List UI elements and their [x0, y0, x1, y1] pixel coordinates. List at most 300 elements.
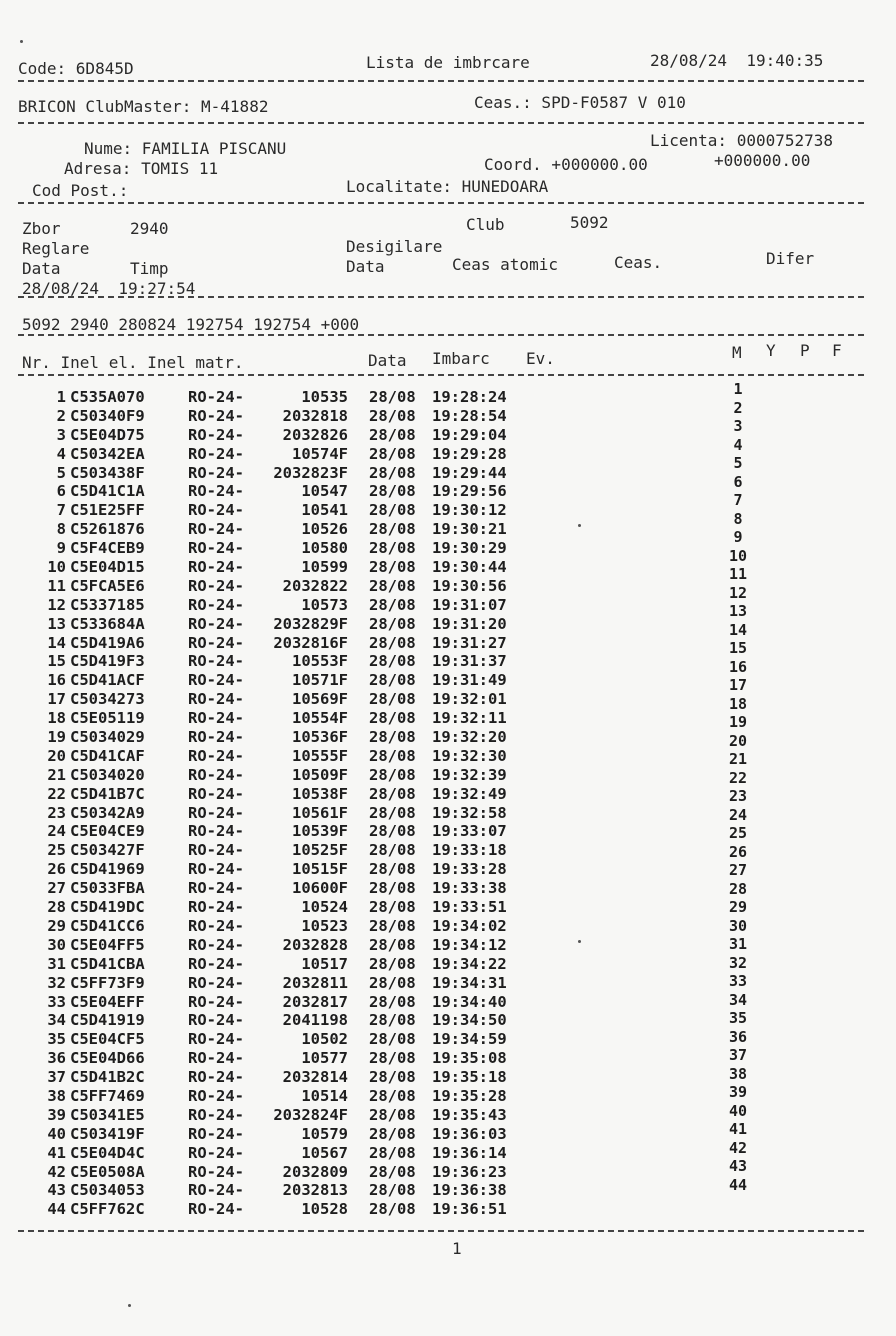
- ring-number: 10554F: [292, 709, 348, 728]
- boarding-date: 28/08: [369, 671, 416, 690]
- m-number: 42: [728, 1138, 748, 1157]
- m-number: 21: [728, 750, 748, 768]
- licenta-label: Licenta: 0000752738: [650, 131, 834, 150]
- boarding-date: 28/08: [369, 822, 416, 841]
- ring-number: 2032829F: [273, 614, 348, 633]
- electronic-ring: C5FF73F9: [70, 973, 145, 992]
- boarding-date: 28/08: [369, 501, 416, 520]
- electronic-ring: C5D419F3: [70, 652, 145, 671]
- boarding-date: 28/08: [369, 614, 416, 633]
- m-number: 7: [733, 491, 743, 509]
- boarding-time: 19:32:39: [432, 765, 507, 784]
- boarding-date: 28/08: [369, 444, 416, 463]
- row-number: 38: [47, 1086, 66, 1105]
- boarding-time: 19:36:03: [432, 1124, 507, 1143]
- table-row: [0, 1011, 896, 1030]
- boarding-time: 19:34:02: [432, 916, 507, 935]
- boarding-date: 28/08: [369, 746, 416, 765]
- electronic-ring: C50340F9: [70, 406, 145, 425]
- m-number: 18: [728, 694, 748, 713]
- boarding-date: 28/08: [369, 539, 416, 558]
- table-row: [0, 879, 896, 898]
- ring-number: 2032823F: [273, 463, 348, 482]
- ring-prefix: RO-24-: [188, 1030, 244, 1049]
- table-row: [0, 1087, 896, 1106]
- m-number: 28: [728, 879, 748, 898]
- ring-prefix: RO-24-: [188, 501, 244, 520]
- row-number: 8: [56, 520, 66, 539]
- row-number: 22: [47, 784, 66, 803]
- row-number: 25: [47, 841, 66, 860]
- ring-number: 10579: [301, 1124, 348, 1143]
- boarding-date: 28/08: [369, 558, 416, 577]
- boarding-time: 19:31:37: [432, 652, 507, 671]
- electronic-ring: C5D41969: [70, 860, 145, 879]
- row-number: 20: [47, 746, 66, 765]
- table-row: [0, 1068, 896, 1087]
- m-number: 3: [733, 417, 743, 435]
- coord-label: Coord. +000000.00: [484, 155, 648, 174]
- ring-prefix: RO-24-: [188, 1105, 244, 1124]
- boarding-time: 19:32:58: [432, 803, 507, 822]
- ring-prefix: RO-24-: [188, 1086, 244, 1105]
- row-number: 28: [47, 898, 66, 917]
- electronic-ring: C5E04CE9: [70, 822, 145, 841]
- electronic-ring: C503427F: [70, 841, 145, 860]
- ring-prefix: RO-24-: [188, 765, 244, 784]
- table-row: [0, 615, 896, 634]
- ring-prefix: RO-24-: [188, 822, 244, 841]
- difer-label: Difer: [766, 249, 815, 268]
- ring-number: 10539F: [292, 822, 348, 841]
- row-number: 32: [47, 973, 66, 992]
- ring-number: 10524: [301, 898, 348, 917]
- table-row: [0, 388, 896, 407]
- ring-number: 2032809: [282, 1162, 348, 1181]
- boarding-date: 28/08: [369, 916, 416, 935]
- boarding-date: 28/08: [369, 898, 416, 917]
- ring-number: 2032817: [282, 992, 348, 1011]
- ring-number: 2032826: [282, 425, 348, 444]
- table-header-imbarc: Imbarc: [432, 349, 490, 368]
- boarding-time: 19:28:54: [432, 406, 507, 425]
- table-row: [0, 728, 896, 747]
- ring-prefix: RO-24-: [188, 425, 244, 444]
- boarding-time: 19:32:30: [432, 746, 507, 765]
- boarding-date: 28/08: [369, 879, 416, 898]
- reglare-datetime: 28/08/24 19:27:54: [22, 279, 196, 298]
- row-number: 4: [56, 444, 66, 463]
- boarding-time: 19:35:08: [432, 1049, 507, 1068]
- boarding-time: 19:30:12: [432, 501, 507, 520]
- ring-prefix: RO-24-: [188, 1181, 244, 1200]
- print-speck: [20, 40, 23, 43]
- table-row: [0, 1181, 896, 1200]
- table-row: [0, 766, 896, 785]
- ring-prefix: RO-24-: [188, 916, 244, 935]
- table-row: [0, 634, 896, 653]
- m-number: 25: [728, 824, 748, 842]
- ring-prefix: RO-24-: [188, 690, 244, 709]
- electronic-ring: C535A070: [70, 388, 145, 406]
- ring-number: 10573: [301, 595, 348, 614]
- ring-prefix: RO-24-: [188, 482, 244, 501]
- table-header-ev: Ev.: [526, 349, 555, 368]
- zbor-value: 2940: [130, 219, 169, 238]
- electronic-ring: C5E04D66: [70, 1049, 145, 1068]
- row-number: 41: [47, 1143, 66, 1162]
- row-number: 14: [47, 633, 66, 652]
- boarding-time: 19:34:12: [432, 935, 507, 954]
- ring-number: 2032828: [282, 935, 348, 954]
- electronic-ring: C5FCA5E6: [70, 576, 145, 595]
- boarding-date: 28/08: [369, 1086, 416, 1105]
- boarding-table: [0, 388, 896, 1219]
- row-number: 31: [47, 954, 66, 973]
- boarding-time: 19:32:20: [432, 728, 507, 747]
- row-number: 43: [47, 1181, 66, 1200]
- boarding-time: 19:31:07: [432, 595, 507, 614]
- electronic-ring: C5E05119: [70, 709, 145, 728]
- boarding-time: 19:30:44: [432, 558, 507, 577]
- desigilare-data-label: Data: [346, 257, 385, 276]
- m-number: 24: [728, 805, 748, 824]
- electronic-ring: C5034053: [70, 1181, 145, 1200]
- electronic-ring: C5E0508A: [70, 1162, 145, 1181]
- ring-prefix: RO-24-: [188, 954, 244, 973]
- boarding-date: 28/08: [369, 1181, 416, 1200]
- ring-number: 10535: [301, 388, 348, 406]
- electronic-ring: C5E04D4C: [70, 1143, 145, 1162]
- electronic-ring: C5E04D15: [70, 558, 145, 577]
- electronic-ring: C5D41C1A: [70, 482, 145, 501]
- row-number: 10: [47, 558, 66, 577]
- ring-number: 10600F: [292, 879, 348, 898]
- print-datetime: 28/08/24 19:40:35: [650, 51, 824, 70]
- page-number: 1: [452, 1239, 462, 1258]
- boarding-time: 19:28:24: [432, 388, 507, 406]
- boarding-time: 19:33:38: [432, 879, 507, 898]
- table-header-p: P: [800, 341, 810, 360]
- boarding-time: 19:34:50: [432, 1011, 507, 1030]
- ring-number: 10538F: [292, 784, 348, 803]
- ring-prefix: RO-24-: [188, 1124, 244, 1143]
- table-header-left: Nr. Inel el. Inel matr.: [22, 353, 244, 372]
- electronic-ring: C50342EA: [70, 444, 145, 463]
- m-column: [718, 380, 758, 1194]
- ceas-atomic-label: Ceas atomic: [452, 255, 558, 274]
- m-number: 27: [728, 861, 748, 879]
- boarding-date: 28/08: [369, 690, 416, 709]
- ring-prefix: RO-24-: [188, 728, 244, 747]
- ring-number: 2032816F: [273, 633, 348, 652]
- separator: [18, 334, 864, 336]
- row-number: 26: [47, 860, 66, 879]
- boarding-time: 19:29:04: [432, 425, 507, 444]
- boarding-date: 28/08: [369, 803, 416, 822]
- electronic-ring: C51E25FF: [70, 501, 145, 520]
- table-row: [0, 501, 896, 520]
- ring-number: 10517: [301, 954, 348, 973]
- boarding-time: 19:32:01: [432, 690, 507, 709]
- table-row: [0, 596, 896, 615]
- ring-prefix: RO-24-: [188, 879, 244, 898]
- ring-prefix: RO-24-: [188, 935, 244, 954]
- m-number: 10: [728, 546, 748, 565]
- boarding-date: 28/08: [369, 709, 416, 728]
- ring-number: 10555F: [292, 746, 348, 765]
- boarding-date: 28/08: [369, 1162, 416, 1181]
- table-row: [0, 955, 896, 974]
- boarding-date: 28/08: [369, 425, 416, 444]
- desigilare-label: Desigilare: [346, 237, 443, 256]
- ring-number: 10509F: [292, 765, 348, 784]
- boarding-date: 28/08: [369, 954, 416, 973]
- ring-prefix: RO-24-: [188, 463, 244, 482]
- row-number: 39: [47, 1105, 66, 1124]
- table-row: [0, 690, 896, 709]
- boarding-time: 19:36:51: [432, 1200, 507, 1219]
- m-number: 14: [728, 620, 748, 639]
- boarding-date: 28/08: [369, 1030, 416, 1049]
- row-number: 17: [47, 690, 66, 709]
- m-number: 43: [728, 1157, 748, 1175]
- m-number: 32: [728, 953, 748, 972]
- separator: [18, 80, 864, 82]
- ceas-short-label: Ceas.: [614, 253, 663, 272]
- ring-number: 2032814: [282, 1068, 348, 1087]
- table-row: [0, 990, 896, 1012]
- boarding-date: 28/08: [369, 482, 416, 501]
- boarding-time: 19:29:28: [432, 444, 507, 463]
- ring-prefix: RO-24-: [188, 539, 244, 558]
- table-row: [0, 974, 896, 993]
- boarding-date: 28/08: [369, 1124, 416, 1143]
- separator: [18, 122, 864, 124]
- row-number: 16: [47, 671, 66, 690]
- electronic-ring: C5E04CF5: [70, 1030, 145, 1049]
- row-number: 27: [47, 879, 66, 898]
- clubmaster-label: BRICON ClubMaster: M-41882: [18, 97, 269, 116]
- row-number: 42: [47, 1162, 66, 1181]
- table-row: [0, 482, 896, 501]
- m-number: 36: [728, 1027, 748, 1046]
- boarding-time: 19:36:38: [432, 1181, 507, 1200]
- boarding-date: 28/08: [369, 1049, 416, 1068]
- m-number: 17: [728, 676, 748, 694]
- ring-number: 10567: [301, 1143, 348, 1162]
- m-number: 30: [728, 916, 748, 935]
- m-number: 38: [728, 1064, 748, 1083]
- m-number: 23: [728, 787, 748, 805]
- boarding-time: 19:31:49: [432, 671, 507, 690]
- ring-prefix: RO-24-: [188, 652, 244, 671]
- boarding-date: 28/08: [369, 520, 416, 539]
- boarding-date: 28/08: [369, 728, 416, 747]
- table-row: [0, 917, 896, 936]
- boarding-time: 19:34:22: [432, 954, 507, 973]
- electronic-ring: C5D41919: [70, 1011, 145, 1030]
- boarding-time: 19:32:49: [432, 784, 507, 803]
- boarding-date: 28/08: [369, 973, 416, 992]
- electronic-ring: C5034020: [70, 765, 145, 784]
- ring-number: 10571F: [292, 671, 348, 690]
- ring-prefix: RO-24-: [188, 671, 244, 690]
- row-number: 1: [56, 388, 66, 406]
- ring-number: 2032824F: [273, 1105, 348, 1124]
- separator: [18, 1230, 864, 1232]
- table-row: [0, 407, 896, 426]
- boarding-time: 19:35:28: [432, 1086, 507, 1105]
- row-number: 24: [47, 822, 66, 841]
- ring-number: 10526: [301, 520, 348, 539]
- m-number: 6: [733, 472, 743, 491]
- separator: [18, 202, 864, 204]
- boarding-date: 28/08: [369, 1068, 416, 1087]
- electronic-ring: C533684A: [70, 614, 145, 633]
- table-row: [0, 1049, 896, 1068]
- row-number: 9: [56, 539, 66, 558]
- boarding-date: 28/08: [369, 652, 416, 671]
- row-number: 11: [47, 576, 66, 595]
- row-number: 6: [56, 482, 66, 501]
- row-number: 7: [56, 501, 66, 520]
- separator: [18, 296, 864, 298]
- electronic-ring: C5D41B7C: [70, 784, 145, 803]
- boarding-time: 19:29:56: [432, 482, 507, 501]
- ring-prefix: RO-24-: [188, 992, 244, 1011]
- club-value: 5092: [570, 213, 609, 232]
- table-row: [0, 841, 896, 860]
- boarding-time: 19:36:14: [432, 1143, 507, 1162]
- m-number: 35: [728, 1009, 748, 1027]
- table-row: [0, 747, 896, 766]
- row-number: 12: [47, 595, 66, 614]
- row-number: 5: [56, 463, 66, 482]
- table-header-data: Data: [368, 351, 407, 370]
- table-row: [0, 520, 896, 539]
- row-number: 34: [47, 1011, 66, 1030]
- m-number: 44: [728, 1175, 748, 1194]
- page-title: Lista de imbrcare: [366, 53, 530, 72]
- ring-number: 10514: [301, 1086, 348, 1105]
- ring-prefix: RO-24-: [188, 1068, 244, 1087]
- m-number: 11: [728, 565, 748, 583]
- ring-prefix: RO-24-: [188, 1143, 244, 1162]
- boarding-time: 19:33:28: [432, 860, 507, 879]
- boarding-time: 19:30:29: [432, 539, 507, 558]
- table-row: [0, 804, 896, 823]
- coord-second: +000000.00: [714, 151, 811, 170]
- electronic-ring: C5E04D75: [70, 425, 145, 444]
- table-row: [0, 577, 896, 596]
- electronic-ring: C5261876: [70, 520, 145, 539]
- boarding-date: 28/08: [369, 576, 416, 595]
- m-number: 2: [733, 398, 743, 417]
- table-row: [0, 709, 896, 728]
- m-number: 16: [728, 657, 748, 676]
- boarding-date: 28/08: [369, 992, 416, 1011]
- table-row: [0, 1125, 896, 1144]
- ring-prefix: RO-24-: [188, 1200, 244, 1219]
- ring-number: 10577: [301, 1049, 348, 1068]
- boarding-date: 28/08: [369, 784, 416, 803]
- m-number: 31: [728, 935, 748, 953]
- table-header-f: F: [832, 341, 842, 360]
- boarding-time: 19:34:40: [432, 992, 507, 1011]
- boarding-date: 28/08: [369, 595, 416, 614]
- m-number: 19: [728, 713, 748, 731]
- ring-prefix: RO-24-: [188, 595, 244, 614]
- boarding-date: 28/08: [369, 1011, 416, 1030]
- flight-summary: 5092 2940 280824 192754 192754 +000: [22, 315, 360, 334]
- m-number: 41: [728, 1120, 748, 1138]
- owner-address: Adresa: TOMIS 11: [64, 159, 219, 178]
- ring-prefix: RO-24-: [188, 614, 244, 633]
- print-speck: [578, 940, 581, 943]
- table-row: [0, 822, 896, 841]
- data-label: Data: [22, 259, 61, 278]
- boarding-date: 28/08: [369, 406, 416, 425]
- electronic-ring: C5D41B2C: [70, 1068, 145, 1087]
- ring-prefix: RO-24-: [188, 709, 244, 728]
- electronic-ring: C5D419A6: [70, 633, 145, 652]
- separator: [18, 374, 864, 376]
- m-number: 9: [733, 528, 743, 546]
- boarding-time: 19:34:31: [432, 973, 507, 992]
- boarding-date: 28/08: [369, 935, 416, 954]
- electronic-ring: C5D41CAF: [70, 746, 145, 765]
- ring-prefix: RO-24-: [188, 633, 244, 652]
- table-header-m: M: [732, 343, 742, 362]
- electronic-ring: C5D41CC6: [70, 916, 145, 935]
- m-number: 22: [728, 768, 748, 787]
- table-row: [0, 936, 896, 955]
- electronic-ring: C5FF762C: [70, 1200, 145, 1219]
- ring-number: 2032811: [282, 973, 348, 992]
- print-speck: [578, 524, 581, 527]
- row-number: 40: [47, 1124, 66, 1143]
- table-row: [0, 445, 896, 464]
- ring-number: 10553F: [292, 652, 348, 671]
- m-number: 4: [733, 435, 743, 454]
- m-number: 33: [728, 972, 748, 990]
- ring-number: 10561F: [292, 803, 348, 822]
- table-row: [0, 1106, 896, 1125]
- electronic-ring: C503419F: [70, 1124, 145, 1143]
- ring-number: 2032813: [282, 1181, 348, 1200]
- boarding-date: 28/08: [369, 463, 416, 482]
- ring-prefix: RO-24-: [188, 898, 244, 917]
- m-number: 15: [728, 639, 748, 657]
- table-row: [0, 785, 896, 804]
- table-row: [0, 671, 896, 690]
- table-row: [0, 558, 896, 577]
- ring-prefix: RO-24-: [188, 576, 244, 595]
- ring-prefix: RO-24-: [188, 520, 244, 539]
- electronic-ring: C5FF7469: [70, 1086, 145, 1105]
- table-row: [0, 1144, 896, 1163]
- table-row: [0, 1163, 896, 1182]
- electronic-ring: C5034273: [70, 690, 145, 709]
- ring-number: 10525F: [292, 841, 348, 860]
- electronic-ring: C50341E5: [70, 1105, 145, 1124]
- ring-prefix: RO-24-: [188, 860, 244, 879]
- electronic-ring: C5337185: [70, 595, 145, 614]
- ring-prefix: RO-24-: [188, 1011, 244, 1030]
- boarding-time: 19:32:11: [432, 709, 507, 728]
- boarding-time: 19:30:21: [432, 520, 507, 539]
